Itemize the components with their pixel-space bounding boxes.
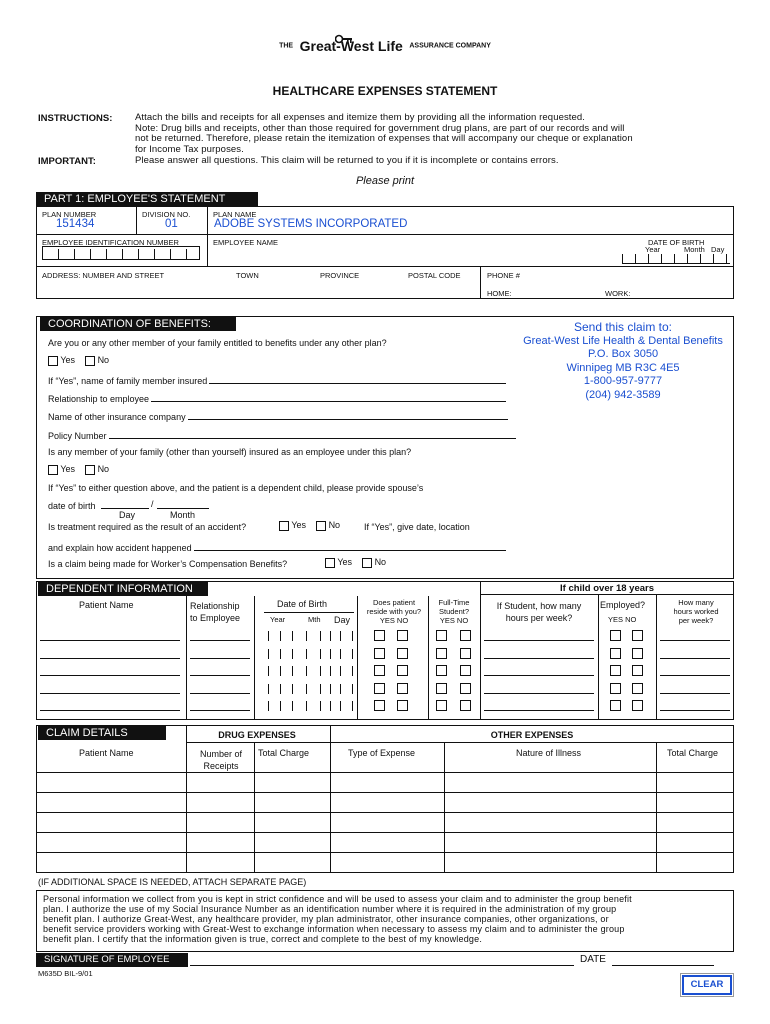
dob-tick bbox=[280, 701, 281, 711]
wcb-yes-label: Yes bbox=[337, 557, 353, 567]
dep-reside-label: reside with you? bbox=[366, 607, 422, 616]
claim-drug-total-header: Total Charge bbox=[258, 748, 310, 758]
over18-header: If child over 18 years bbox=[560, 583, 654, 594]
claim-receipts-label: Receipts bbox=[203, 761, 239, 771]
claim-type-header: Type of Expense bbox=[348, 748, 416, 758]
dob-tick bbox=[280, 649, 281, 659]
wcb-yes-checkbox[interactable] bbox=[325, 558, 335, 568]
spouse-dob-month-label: Month bbox=[170, 510, 196, 520]
insurer-input[interactable] bbox=[188, 411, 508, 420]
family-member-label: If “Yes”, name of family member insured bbox=[48, 376, 208, 386]
dep-relationship-header bbox=[190, 600, 240, 624]
cob-q1: Are you or any other member of your family entitled to benefits under any other plan? bbox=[48, 338, 387, 348]
dep-checkbox[interactable] bbox=[374, 648, 385, 659]
spouse-dob-month-input[interactable] bbox=[157, 499, 209, 509]
home-phone-label: HOME: bbox=[487, 289, 512, 298]
claim-patient-name-header: Patient Name bbox=[79, 748, 134, 758]
dep-dob-header: Date of Birth bbox=[277, 599, 328, 609]
dep-checkbox[interactable] bbox=[374, 665, 385, 676]
dep-fulltime-header bbox=[430, 598, 478, 625]
family-member-input[interactable] bbox=[209, 375, 506, 384]
dep-checkbox[interactable] bbox=[397, 683, 408, 694]
dob-tick bbox=[292, 649, 293, 659]
division-value[interactable]: 01 bbox=[165, 218, 178, 230]
send-line: 1-800-957-9777 bbox=[583, 375, 663, 387]
dep-relationship-input[interactable] bbox=[190, 710, 250, 711]
dob-tick bbox=[306, 666, 307, 676]
dep-employed-checkbox[interactable] bbox=[610, 683, 621, 694]
dep-checkbox[interactable] bbox=[460, 700, 471, 711]
send-claim-address bbox=[512, 321, 734, 402]
logo-company-name: Great-West Life bbox=[299, 38, 403, 54]
other-expenses-header: OTHER EXPENSES bbox=[490, 730, 574, 740]
dep-student-hours-input[interactable] bbox=[484, 640, 594, 641]
spouse-dob-day-label: Day bbox=[119, 510, 136, 520]
dob-tick bbox=[306, 684, 307, 694]
dob-tick bbox=[340, 684, 341, 694]
claim-row-line bbox=[36, 812, 734, 813]
dep-reside-header bbox=[360, 598, 428, 625]
dob-tick bbox=[268, 649, 269, 659]
claim-row-line bbox=[36, 772, 734, 773]
company-logo bbox=[0, 38, 770, 54]
send-line: (204) 942-3589 bbox=[585, 388, 661, 401]
dob-tick bbox=[352, 631, 353, 641]
division-label: DIVISION NO. bbox=[142, 210, 191, 219]
dep-checkbox[interactable] bbox=[374, 683, 385, 694]
insurer-field bbox=[48, 411, 508, 422]
privacy-line: Personal information we collect from you is kept in strict confidence and will be used to assess your claim and to administer the group benefit bbox=[43, 894, 632, 904]
dob-tick bbox=[330, 649, 331, 659]
dep-patient-name-header: Patient Name bbox=[79, 600, 134, 610]
dob-tick bbox=[320, 631, 321, 641]
dob-tick bbox=[330, 631, 331, 641]
dep-student-hours-label: If Student, how many bbox=[496, 601, 582, 611]
dob-tick bbox=[280, 684, 281, 694]
dob-day-label: Day bbox=[711, 245, 725, 254]
dob-tick bbox=[306, 701, 307, 711]
dep-employed-checkbox[interactable] bbox=[610, 665, 621, 676]
dep-hours-worked-label: hours worked bbox=[673, 607, 719, 616]
claim-title: CLAIM DETAILS bbox=[38, 726, 166, 740]
claim-row-line bbox=[36, 832, 734, 833]
dep-day-header: Day bbox=[334, 615, 351, 625]
dob-tick bbox=[268, 631, 269, 641]
instructions-line: Attach the bills and receipts for all expenses and itemize them by providing all the information requested. bbox=[135, 112, 586, 123]
dep-checkbox[interactable] bbox=[460, 648, 471, 659]
dob-tick bbox=[352, 701, 353, 711]
dependent-title: DEPENDENT INFORMATION bbox=[38, 582, 208, 596]
dep-employed-checkbox[interactable] bbox=[632, 700, 643, 711]
dob-input[interactable] bbox=[622, 252, 730, 264]
plan-name-label: PLAN NAME bbox=[213, 210, 257, 219]
accident-yes-label: Yes bbox=[291, 520, 307, 530]
dep-student-hours-label: hours per week? bbox=[505, 613, 573, 623]
dep-checkbox[interactable] bbox=[436, 630, 447, 641]
dob-tick bbox=[320, 684, 321, 694]
dob-tick bbox=[268, 666, 269, 676]
accident-answers bbox=[279, 520, 340, 531]
dep-student-hours-input[interactable] bbox=[484, 658, 594, 659]
accident-give-details: If “Yes”, give date, location bbox=[364, 522, 470, 532]
dob-tick bbox=[352, 666, 353, 676]
dep-checkbox[interactable] bbox=[397, 665, 408, 676]
q2-no-label: No bbox=[97, 464, 110, 474]
relationship-input[interactable] bbox=[151, 393, 506, 402]
part1-title: PART 1: EMPLOYEE'S STATEMENT bbox=[36, 192, 258, 206]
accident-explain-label: and explain how accident happened bbox=[48, 543, 192, 553]
dep-mth-header: Mth bbox=[308, 615, 321, 624]
instructions-line: for Income Tax purposes. bbox=[135, 143, 244, 155]
q1-yes-checkbox[interactable] bbox=[48, 356, 58, 366]
dob-tick bbox=[292, 701, 293, 711]
claim-nature-header: Nature of Illness bbox=[516, 748, 582, 758]
dep-employed-checkbox[interactable] bbox=[610, 630, 621, 641]
dep-checkbox[interactable] bbox=[460, 630, 471, 641]
policy-label: Policy Number bbox=[48, 431, 107, 441]
dob-tick bbox=[292, 631, 293, 641]
dep-checkbox[interactable] bbox=[436, 665, 447, 676]
dep-relationship-input[interactable] bbox=[190, 658, 250, 659]
emp-id-label: EMPLOYEE IDENTIFICATION NUMBER bbox=[42, 238, 179, 247]
dep-employed-checkbox[interactable] bbox=[632, 665, 643, 676]
additional-space-note: (IF ADDITIONAL SPACE IS NEEDED, ATTACH SEPARATE PAGE) bbox=[38, 877, 307, 887]
dep-checkbox[interactable] bbox=[460, 665, 471, 676]
dob-label: DATE OF BIRTH bbox=[648, 238, 705, 247]
dep-hours-worked-input[interactable] bbox=[660, 675, 730, 676]
accident-question: Is treatment required as the result of an accident? bbox=[48, 522, 247, 532]
dep-hours-worked-input[interactable] bbox=[660, 710, 730, 711]
work-phone-label: WORK: bbox=[605, 289, 631, 298]
dep-student-hours-input[interactable] bbox=[484, 693, 594, 694]
dep-student-hours-input[interactable] bbox=[484, 710, 594, 711]
form-title: HEALTHCARE EXPENSES STATEMENT bbox=[272, 84, 498, 98]
spouse-dob-day-input[interactable] bbox=[101, 499, 149, 509]
postal-label: POSTAL CODE bbox=[408, 271, 461, 280]
signature-label: SIGNATURE OF EMPLOYEE bbox=[36, 953, 188, 967]
wcb-question: Is a claim being made for Worker’s Compensation Benefits? bbox=[48, 559, 288, 569]
privacy-line: benefit plan. I certify that the information given is true, correct and complete to the best of my knowledge. bbox=[43, 934, 483, 944]
send-title: Send this claim to: bbox=[573, 320, 673, 334]
emp-name-label: EMPLOYEE NAME bbox=[213, 238, 279, 247]
logo-the: THE bbox=[279, 42, 294, 50]
spouse-dob-label: date of birth bbox=[48, 501, 96, 511]
plan-name-value[interactable]: ADOBE SYSTEMS INCORPORATED bbox=[214, 218, 408, 230]
dep-checkbox[interactable] bbox=[436, 683, 447, 694]
dep-employed-checkbox[interactable] bbox=[632, 683, 643, 694]
privacy-line: benefit service providers working with Great-West to exchange information when necessary to assess my claim and to administer the group bbox=[43, 924, 625, 934]
wcb-no-checkbox[interactable] bbox=[362, 558, 372, 568]
logo-assurance: ASSURANCE COMPANY bbox=[409, 42, 491, 50]
dep-hours-worked-input[interactable] bbox=[660, 693, 730, 694]
claim-receipts-header bbox=[190, 748, 252, 772]
dob-month-label: Month bbox=[684, 245, 705, 254]
dob-tick bbox=[306, 631, 307, 641]
q2-no-checkbox[interactable] bbox=[85, 465, 95, 475]
emp-id-input[interactable] bbox=[42, 246, 200, 260]
dep-employed-checkbox[interactable] bbox=[632, 648, 643, 659]
phone-label: PHONE # bbox=[487, 271, 520, 280]
dob-tick bbox=[320, 649, 321, 659]
province-label: PROVINCE bbox=[320, 271, 360, 280]
dep-hours-worked-label: per week? bbox=[678, 616, 714, 625]
dep-employed-checkbox[interactable] bbox=[610, 700, 621, 711]
dep-student-hours-input[interactable] bbox=[484, 675, 594, 676]
dob-tick bbox=[306, 649, 307, 659]
q1-yes-label: Yes bbox=[60, 355, 76, 365]
accident-explain-field bbox=[48, 542, 506, 553]
dep-fulltime-label: Student? bbox=[438, 607, 470, 616]
q2-yes-label: Yes bbox=[60, 464, 76, 474]
date-label: DATE bbox=[580, 954, 606, 965]
dep-checkbox[interactable] bbox=[436, 700, 447, 711]
policy-input[interactable] bbox=[109, 430, 516, 439]
dep-checkbox[interactable] bbox=[397, 648, 408, 659]
date-separator: / bbox=[151, 499, 154, 509]
dob-tick bbox=[330, 684, 331, 694]
dep-employed-header: Employed? bbox=[600, 600, 646, 610]
dep-relationship-input[interactable] bbox=[190, 675, 250, 676]
policy-field bbox=[48, 430, 516, 441]
dep-relationship-input[interactable] bbox=[190, 640, 250, 641]
dep-employed-yes-no: YES NO bbox=[608, 615, 637, 624]
dep-year-header: Year bbox=[270, 615, 286, 624]
important-text: Please answer all questions. This claim will be returned to you if it is incomplete or contains errors. bbox=[135, 155, 559, 166]
dob-tick bbox=[330, 666, 331, 676]
date-input[interactable] bbox=[612, 954, 714, 966]
drug-expenses-header: DRUG EXPENSES bbox=[218, 730, 296, 740]
dep-checkbox[interactable] bbox=[460, 683, 471, 694]
privacy-line: benefit plan. I authorize Great-West, any healthcare provider, my plan administrator, other insurance companies, other organizations, or bbox=[43, 914, 609, 924]
accident-explain-input[interactable] bbox=[194, 542, 506, 551]
signature-input[interactable] bbox=[190, 954, 574, 966]
dob-tick bbox=[280, 631, 281, 641]
cob-title: COORDINATION OF BENEFITS: bbox=[40, 317, 236, 331]
dob-tick bbox=[292, 684, 293, 694]
dep-student-hours-header bbox=[482, 600, 596, 624]
dep-to-employee-label: to Employee bbox=[190, 613, 241, 623]
dob-tick bbox=[292, 666, 293, 676]
dep-patient-name-input[interactable] bbox=[40, 640, 180, 641]
emp-name-input[interactable] bbox=[213, 246, 613, 264]
accident-no-label: No bbox=[328, 520, 341, 530]
address-label: ADDRESS: NUMBER AND STREET bbox=[42, 271, 165, 280]
dep-patient-name-input[interactable] bbox=[40, 658, 180, 659]
dep-patient-name-input[interactable] bbox=[40, 675, 180, 676]
dob-tick bbox=[340, 649, 341, 659]
relationship-field bbox=[48, 393, 506, 404]
instructions-text bbox=[135, 113, 755, 155]
send-line: Great-West Life Health & Dental Benefits bbox=[523, 334, 723, 347]
cob-q1-answers bbox=[48, 355, 109, 366]
wcb-answers bbox=[325, 557, 386, 568]
dep-employed-checkbox[interactable] bbox=[610, 648, 621, 659]
dob-tick bbox=[268, 684, 269, 694]
dep-employed-checkbox[interactable] bbox=[632, 630, 643, 641]
dep-patient-name-input[interactable] bbox=[40, 710, 180, 711]
dob-tick bbox=[320, 666, 321, 676]
cob-q2-answers bbox=[48, 464, 109, 475]
important-label: IMPORTANT: bbox=[38, 156, 96, 167]
instructions-line: not be returned. Therefore, please retain the itemization of expenses that will accompany our cheque or explanation bbox=[135, 133, 633, 144]
dep-checkbox[interactable] bbox=[374, 700, 385, 711]
dob-tick bbox=[268, 701, 269, 711]
q1-no-checkbox[interactable] bbox=[85, 356, 95, 366]
clear-button[interactable]: CLEAR bbox=[682, 975, 732, 995]
dep-fulltime-yes-no: YES NO bbox=[439, 616, 469, 625]
please-print: Please print bbox=[355, 175, 415, 187]
dob-year-label: Year bbox=[645, 245, 661, 254]
cob-q2: Is any member of your family (other than yourself) insured as an employee under this plan? bbox=[48, 447, 412, 457]
claim-other-total-header: Total Charge bbox=[667, 748, 719, 758]
send-line: P.O. Box 3050 bbox=[587, 348, 659, 360]
instructions-line: Note: Drug bills and receipts, other than those required for government drug plans, are part of our records and will bbox=[135, 122, 625, 134]
form-code: M635D BIL-9/01 bbox=[38, 969, 93, 978]
send-line: Winnipeg MB R3C 4E5 bbox=[566, 361, 680, 374]
dep-patient-name-input[interactable] bbox=[40, 693, 180, 694]
dep-checkbox[interactable] bbox=[397, 630, 408, 641]
dob-tick bbox=[352, 649, 353, 659]
claim-receipts-label: Number of bbox=[199, 749, 243, 759]
plan-number-value[interactable]: 151434 bbox=[56, 218, 95, 230]
dep-hours-worked-input[interactable] bbox=[660, 640, 730, 641]
relationship-label: Relationship to employee bbox=[48, 394, 150, 404]
privacy-statement bbox=[36, 890, 734, 952]
dob-tick bbox=[340, 666, 341, 676]
q1-no-label: No bbox=[97, 355, 110, 365]
dep-fulltime-label: Full-Time bbox=[438, 598, 470, 607]
dob-tick bbox=[352, 684, 353, 694]
dep-reside-yes-no: YES NO bbox=[379, 616, 409, 625]
dob-tick bbox=[280, 666, 281, 676]
privacy-line: plan. I authorize the use of my Social Insurance Number as an identification number where it is required in the administration of my group bbox=[43, 904, 617, 914]
wcb-no-label: No bbox=[374, 557, 387, 567]
instructions-label: INSTRUCTIONS: bbox=[38, 113, 113, 124]
q2-yes-checkbox[interactable] bbox=[48, 465, 58, 475]
accident-yes-checkbox[interactable] bbox=[279, 521, 289, 531]
dob-tick bbox=[340, 631, 341, 641]
dep-hours-worked-input[interactable] bbox=[660, 658, 730, 659]
accident-no-checkbox[interactable] bbox=[316, 521, 326, 531]
dob-tick bbox=[320, 701, 321, 711]
insurer-label: Name of other insurance company bbox=[48, 412, 186, 422]
spouse-question: If “Yes” to either question above, and the patient is a dependent child, please provide spouse’s bbox=[48, 483, 424, 493]
claim-row-line bbox=[36, 792, 734, 793]
dep-checkbox[interactable] bbox=[374, 630, 385, 641]
town-label: TOWN bbox=[236, 271, 259, 280]
dep-hours-worked-label: How many bbox=[678, 598, 714, 607]
dep-relationship-label: Relationship bbox=[190, 601, 240, 611]
dep-reside-label: Does patient bbox=[372, 598, 416, 607]
dep-checkbox[interactable] bbox=[436, 648, 447, 659]
family-member-field bbox=[48, 375, 506, 386]
dob-tick bbox=[330, 701, 331, 711]
dep-hours-worked-header bbox=[658, 598, 734, 625]
plan-number-label: PLAN NUMBER bbox=[42, 210, 97, 219]
claim-row-line bbox=[36, 852, 734, 853]
dep-relationship-input[interactable] bbox=[190, 693, 250, 694]
dep-checkbox[interactable] bbox=[397, 700, 408, 711]
dob-tick bbox=[340, 701, 341, 711]
